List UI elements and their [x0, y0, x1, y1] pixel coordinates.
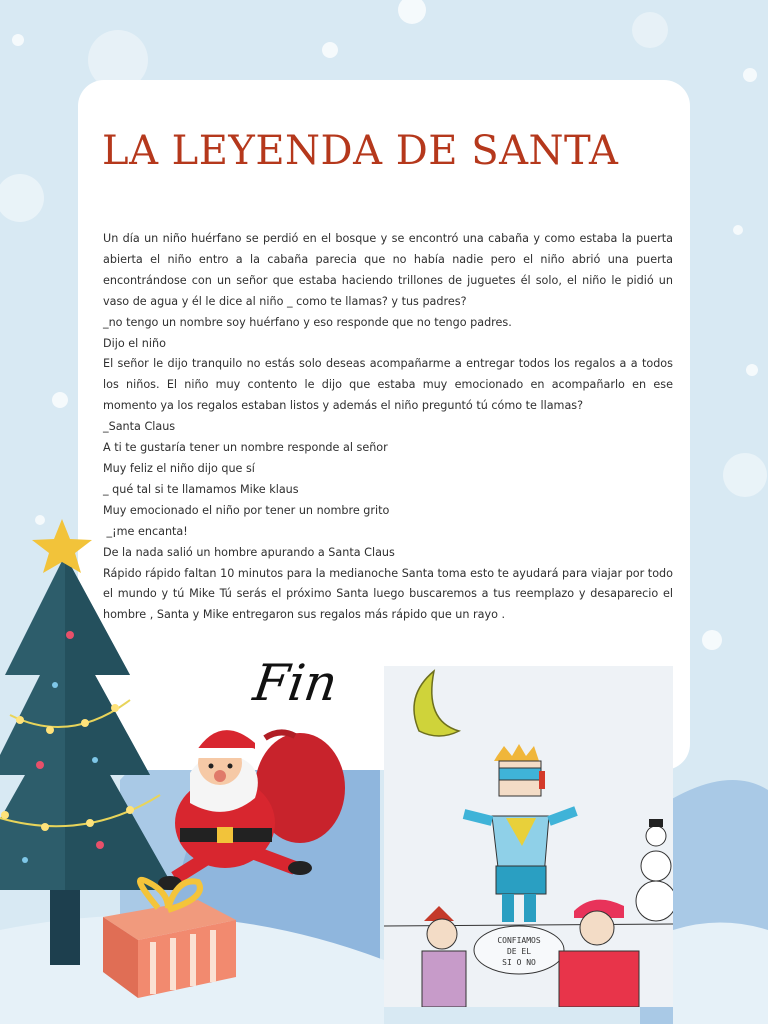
story-line: Muy emocionado el niño por tener un nombre grito [103, 503, 390, 517]
story-line: _¡me encanta! [103, 524, 188, 538]
speech-line: CONFIAMOS [497, 936, 541, 945]
speech-line: SI O NO [502, 958, 536, 967]
story-line: Dijo el niño [103, 336, 166, 350]
story-line: _ qué tal si te llamamos Mike klaus [103, 482, 299, 496]
story-paragraph: Un día un niño huérfano se perdió en el bosque y se encontró una cabaña y como estaba la puerta abierta el niño entro a la cabaña parecia que no había nadie pero el niño abrió una puerta encontrándose con un señor que estaba haciendo trillones de juguetes él solo, el niño le pidió un vaso de agua y él le dice al niño _ como te llamas? y tus padres? [103, 232, 673, 308]
speech-line: DE EL [506, 947, 532, 956]
gift-icon [98, 872, 238, 1000]
story-line: _Santa Claus [103, 420, 176, 434]
story-line: Muy feliz el niño dijo que sí [103, 461, 255, 475]
story-line: De la nada salió un hombre apurando a Santa Claus [103, 545, 395, 559]
story-line: _no tengo un nombre soy huérfano y eso responde que no tengo padres. [103, 315, 512, 329]
santa-icon [145, 728, 345, 893]
fin-label: Fin [249, 654, 341, 712]
story-paragraph: Rápido rápido faltan 10 minutos para la medianoche Santa toma esto te ayudará para viajar por todo el mundo y tú Mike Tú serás el próximo Santa luego buscaremos a tus reemplazo y desaparecio el hombre , Santa y Mike entregaron sus regalos más rápido que un rayo . [103, 566, 673, 622]
page-title: LA LEYENDA DE SANTA [102, 128, 619, 174]
child-drawing [384, 666, 673, 1007]
story-line: A ti te gustaría tener un nombre responde al señor [103, 441, 388, 455]
story-paragraph: El señor le dijo tranquilo no estás solo deseas acompañarme a entregar todos los regalos a a todos los niños. El niño muy contento le dijo que estaba muy emocionado en acompañarlo en ese momento ya los regalos estaban listos y además el niño preguntó tú cómo te llamas? [103, 357, 673, 413]
